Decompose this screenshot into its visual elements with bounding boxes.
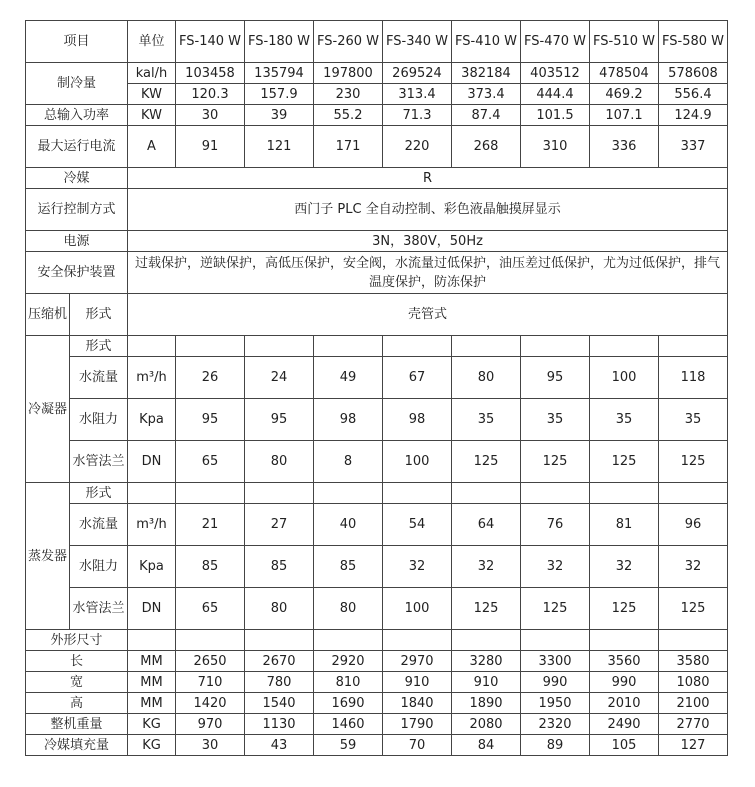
value-cell: 2010 — [590, 693, 659, 714]
table-row — [26, 63, 728, 84]
value-cell: 336 — [590, 126, 659, 168]
empty-cell — [314, 336, 383, 357]
value-cell: 32 — [659, 546, 728, 588]
value-cell: 125 — [452, 588, 521, 630]
table-row — [26, 735, 728, 756]
value-cell: 100 — [383, 441, 452, 483]
value-cell: 21 — [176, 504, 245, 546]
empty-cell — [383, 483, 452, 504]
row-label-refrigerant: 冷媒 — [26, 168, 128, 189]
safety-value: 过载保护，逆缺保护，高低压保护，安全阀，水流量过低保护，油压差过低保护，尤为过低保护，排气温度保护，防冻保护 — [128, 252, 728, 294]
value-cell: 125 — [590, 588, 659, 630]
empty-cell — [314, 630, 383, 651]
table-row — [26, 252, 728, 294]
value-cell: 35 — [590, 399, 659, 441]
table-row — [26, 105, 728, 126]
empty-cell — [383, 336, 452, 357]
row-label-condenser: 冷凝器 — [26, 336, 70, 483]
value-cell: 80 — [245, 441, 314, 483]
table-row — [26, 357, 728, 399]
table-row — [26, 189, 728, 231]
value-cell: 120.3 — [176, 84, 245, 105]
table-row — [26, 630, 728, 651]
empty-cell — [176, 483, 245, 504]
value-cell: 100 — [383, 588, 452, 630]
value-cell: 313.4 — [383, 84, 452, 105]
value-cell: 125 — [521, 588, 590, 630]
supply-value: 3N，380V，50Hz — [128, 231, 728, 252]
value-cell: 478504 — [590, 63, 659, 84]
value-cell: 103458 — [176, 63, 245, 84]
value-cell: 89 — [521, 735, 590, 756]
value-cell: 1080 — [659, 672, 728, 693]
value-cell: 30 — [176, 105, 245, 126]
value-cell: 26 — [176, 357, 245, 399]
table-row — [26, 84, 728, 105]
empty-cell — [659, 630, 728, 651]
row-label-evaporator: 蒸发器 — [26, 483, 70, 630]
control-value: 西门子 PLC 全自动控制、彩色液晶触摸屏显示 — [128, 189, 728, 231]
row-label-width: 宽 — [26, 672, 128, 693]
sub-label: 形式 — [70, 483, 128, 504]
value-cell: 197800 — [314, 63, 383, 84]
value-cell: 135794 — [245, 63, 314, 84]
unit-cell: DN — [128, 441, 176, 483]
value-cell: 87.4 — [452, 105, 521, 126]
unit-cell: MM — [128, 651, 176, 672]
value-cell: 71.3 — [383, 105, 452, 126]
value-cell: 65 — [176, 441, 245, 483]
unit-cell: Kpa — [128, 546, 176, 588]
value-cell: 64 — [452, 504, 521, 546]
value-cell: 85 — [176, 546, 245, 588]
value-cell: 382184 — [452, 63, 521, 84]
value-cell: 59 — [314, 735, 383, 756]
value-cell: 403512 — [521, 63, 590, 84]
unit-cell: Kpa — [128, 399, 176, 441]
empty-cell — [314, 483, 383, 504]
value-cell: 910 — [452, 672, 521, 693]
value-cell: 91 — [176, 126, 245, 168]
unit-cell: KG — [128, 714, 176, 735]
value-cell: 2670 — [245, 651, 314, 672]
value-cell: 3580 — [659, 651, 728, 672]
value-cell: 1690 — [314, 693, 383, 714]
table-row — [26, 126, 728, 168]
row-label-compressor: 压缩机 — [26, 294, 70, 336]
unit-cell: KG — [128, 735, 176, 756]
empty-cell — [128, 336, 176, 357]
value-cell: 1840 — [383, 693, 452, 714]
table-row — [26, 231, 728, 252]
unit-cell: KW — [128, 105, 176, 126]
value-cell: 100 — [590, 357, 659, 399]
empty-cell — [659, 483, 728, 504]
value-cell: 40 — [314, 504, 383, 546]
unit-cell: A — [128, 126, 176, 168]
empty-cell — [452, 336, 521, 357]
value-cell: 810 — [314, 672, 383, 693]
value-cell: 32 — [383, 546, 452, 588]
empty-cell — [245, 630, 314, 651]
value-cell: 1790 — [383, 714, 452, 735]
value-cell: 125 — [590, 441, 659, 483]
value-cell: 2490 — [590, 714, 659, 735]
table-row — [26, 651, 728, 672]
value-cell: 80 — [245, 588, 314, 630]
value-cell: 125 — [521, 441, 590, 483]
value-cell: 96 — [659, 504, 728, 546]
unit-cell: KW — [128, 84, 176, 105]
value-cell: 990 — [590, 672, 659, 693]
unit-cell: MM — [128, 672, 176, 693]
sub-label: 形式 — [70, 336, 128, 357]
value-cell: 107.1 — [590, 105, 659, 126]
empty-cell — [590, 483, 659, 504]
value-cell: 121 — [245, 126, 314, 168]
value-cell: 65 — [176, 588, 245, 630]
value-cell: 67 — [383, 357, 452, 399]
value-cell: 55.2 — [314, 105, 383, 126]
value-cell: 2320 — [521, 714, 590, 735]
sub-label: 水阻力 — [70, 399, 128, 441]
empty-cell — [176, 630, 245, 651]
value-cell: 3300 — [521, 651, 590, 672]
value-cell: 171 — [314, 126, 383, 168]
unit-cell: MM — [128, 693, 176, 714]
empty-cell — [590, 336, 659, 357]
unit-cell: kal/h — [128, 63, 176, 84]
empty-cell — [659, 336, 728, 357]
value-cell: 337 — [659, 126, 728, 168]
value-cell: 230 — [314, 84, 383, 105]
value-cell: 118 — [659, 357, 728, 399]
table-row — [26, 504, 728, 546]
value-cell: 8 — [314, 441, 383, 483]
table-row — [26, 441, 728, 483]
value-cell: 49 — [314, 357, 383, 399]
header-model: FS-140 W — [176, 21, 245, 63]
value-cell: 54 — [383, 504, 452, 546]
value-cell: 2080 — [452, 714, 521, 735]
value-cell: 95 — [176, 399, 245, 441]
table-row — [26, 336, 728, 357]
value-cell: 2770 — [659, 714, 728, 735]
empty-cell — [521, 483, 590, 504]
value-cell: 269524 — [383, 63, 452, 84]
value-cell: 76 — [521, 504, 590, 546]
value-cell: 710 — [176, 672, 245, 693]
value-cell: 2650 — [176, 651, 245, 672]
value-cell: 32 — [521, 546, 590, 588]
value-cell: 310 — [521, 126, 590, 168]
value-cell: 85 — [245, 546, 314, 588]
value-cell: 1950 — [521, 693, 590, 714]
sub-label: 形式 — [70, 294, 128, 336]
spec-table — [25, 20, 728, 756]
value-cell: 81 — [590, 504, 659, 546]
compressor-form-value: 壳管式 — [128, 294, 728, 336]
empty-cell — [521, 630, 590, 651]
value-cell: 125 — [452, 441, 521, 483]
value-cell: 2100 — [659, 693, 728, 714]
value-cell: 2920 — [314, 651, 383, 672]
value-cell: 98 — [383, 399, 452, 441]
value-cell: 35 — [659, 399, 728, 441]
empty-cell — [521, 336, 590, 357]
value-cell: 101.5 — [521, 105, 590, 126]
value-cell: 30 — [176, 735, 245, 756]
value-cell: 1890 — [452, 693, 521, 714]
value-cell: 1540 — [245, 693, 314, 714]
value-cell: 125 — [659, 588, 728, 630]
row-label-safety: 安全保护装置 — [26, 252, 128, 294]
value-cell: 1460 — [314, 714, 383, 735]
table-row — [26, 672, 728, 693]
value-cell: 578608 — [659, 63, 728, 84]
header-row — [26, 21, 728, 63]
empty-cell — [128, 483, 176, 504]
sub-label: 水管法兰 — [70, 441, 128, 483]
value-cell: 35 — [452, 399, 521, 441]
table-row — [26, 294, 728, 336]
header-model: FS-580 W — [659, 21, 728, 63]
value-cell: 157.9 — [245, 84, 314, 105]
empty-cell — [383, 630, 452, 651]
value-cell: 32 — [590, 546, 659, 588]
value-cell: 32 — [452, 546, 521, 588]
empty-cell — [245, 483, 314, 504]
value-cell: 3560 — [590, 651, 659, 672]
value-cell: 990 — [521, 672, 590, 693]
header-model: FS-470 W — [521, 21, 590, 63]
sub-label: 水管法兰 — [70, 588, 128, 630]
header-model: FS-260 W — [314, 21, 383, 63]
sub-label: 水阻力 — [70, 546, 128, 588]
refrigerant-value: R — [128, 168, 728, 189]
value-cell: 970 — [176, 714, 245, 735]
row-label-dimensions: 外形尺寸 — [26, 630, 128, 651]
value-cell: 80 — [452, 357, 521, 399]
row-label-charge: 冷媒填充量 — [26, 735, 128, 756]
value-cell: 98 — [314, 399, 383, 441]
value-cell: 39 — [245, 105, 314, 126]
empty-cell — [245, 336, 314, 357]
value-cell: 105 — [590, 735, 659, 756]
table-row — [26, 399, 728, 441]
row-label-cooling: 制冷量 — [26, 63, 128, 105]
table-row — [26, 483, 728, 504]
value-cell: 444.4 — [521, 84, 590, 105]
value-cell: 85 — [314, 546, 383, 588]
row-label-weight: 整机重量 — [26, 714, 128, 735]
empty-cell — [128, 630, 176, 651]
value-cell: 84 — [452, 735, 521, 756]
value-cell: 24 — [245, 357, 314, 399]
value-cell: 3280 — [452, 651, 521, 672]
table-row — [26, 714, 728, 735]
value-cell: 2970 — [383, 651, 452, 672]
value-cell: 373.4 — [452, 84, 521, 105]
value-cell: 469.2 — [590, 84, 659, 105]
value-cell: 268 — [452, 126, 521, 168]
table-row — [26, 168, 728, 189]
table-row — [26, 588, 728, 630]
header-model: FS-340 W — [383, 21, 452, 63]
value-cell: 70 — [383, 735, 452, 756]
row-label-power: 总输入功率 — [26, 105, 128, 126]
value-cell: 1420 — [176, 693, 245, 714]
sub-label: 水流量 — [70, 504, 128, 546]
value-cell: 43 — [245, 735, 314, 756]
unit-cell: m³/h — [128, 504, 176, 546]
empty-cell — [452, 630, 521, 651]
value-cell: 125 — [659, 441, 728, 483]
value-cell: 124.9 — [659, 105, 728, 126]
header-model: FS-510 W — [590, 21, 659, 63]
header-unit: 单位 — [128, 21, 176, 63]
empty-cell — [176, 336, 245, 357]
value-cell: 27 — [245, 504, 314, 546]
empty-cell — [590, 630, 659, 651]
value-cell: 556.4 — [659, 84, 728, 105]
header-model: FS-180 W — [245, 21, 314, 63]
value-cell: 127 — [659, 735, 728, 756]
value-cell: 80 — [314, 588, 383, 630]
value-cell: 1130 — [245, 714, 314, 735]
value-cell: 910 — [383, 672, 452, 693]
row-label-supply: 电源 — [26, 231, 128, 252]
value-cell: 220 — [383, 126, 452, 168]
value-cell: 35 — [521, 399, 590, 441]
table-row — [26, 693, 728, 714]
row-label-height: 高 — [26, 693, 128, 714]
header-model: FS-410 W — [452, 21, 521, 63]
row-label-length: 长 — [26, 651, 128, 672]
sub-label: 水流量 — [70, 357, 128, 399]
row-label-control: 运行控制方式 — [26, 189, 128, 231]
empty-cell — [452, 483, 521, 504]
value-cell: 95 — [245, 399, 314, 441]
table-row — [26, 546, 728, 588]
row-label-current: 最大运行电流 — [26, 126, 128, 168]
value-cell: 95 — [521, 357, 590, 399]
value-cell: 780 — [245, 672, 314, 693]
header-item: 项目 — [26, 21, 128, 63]
unit-cell: DN — [128, 588, 176, 630]
unit-cell: m³/h — [128, 357, 176, 399]
